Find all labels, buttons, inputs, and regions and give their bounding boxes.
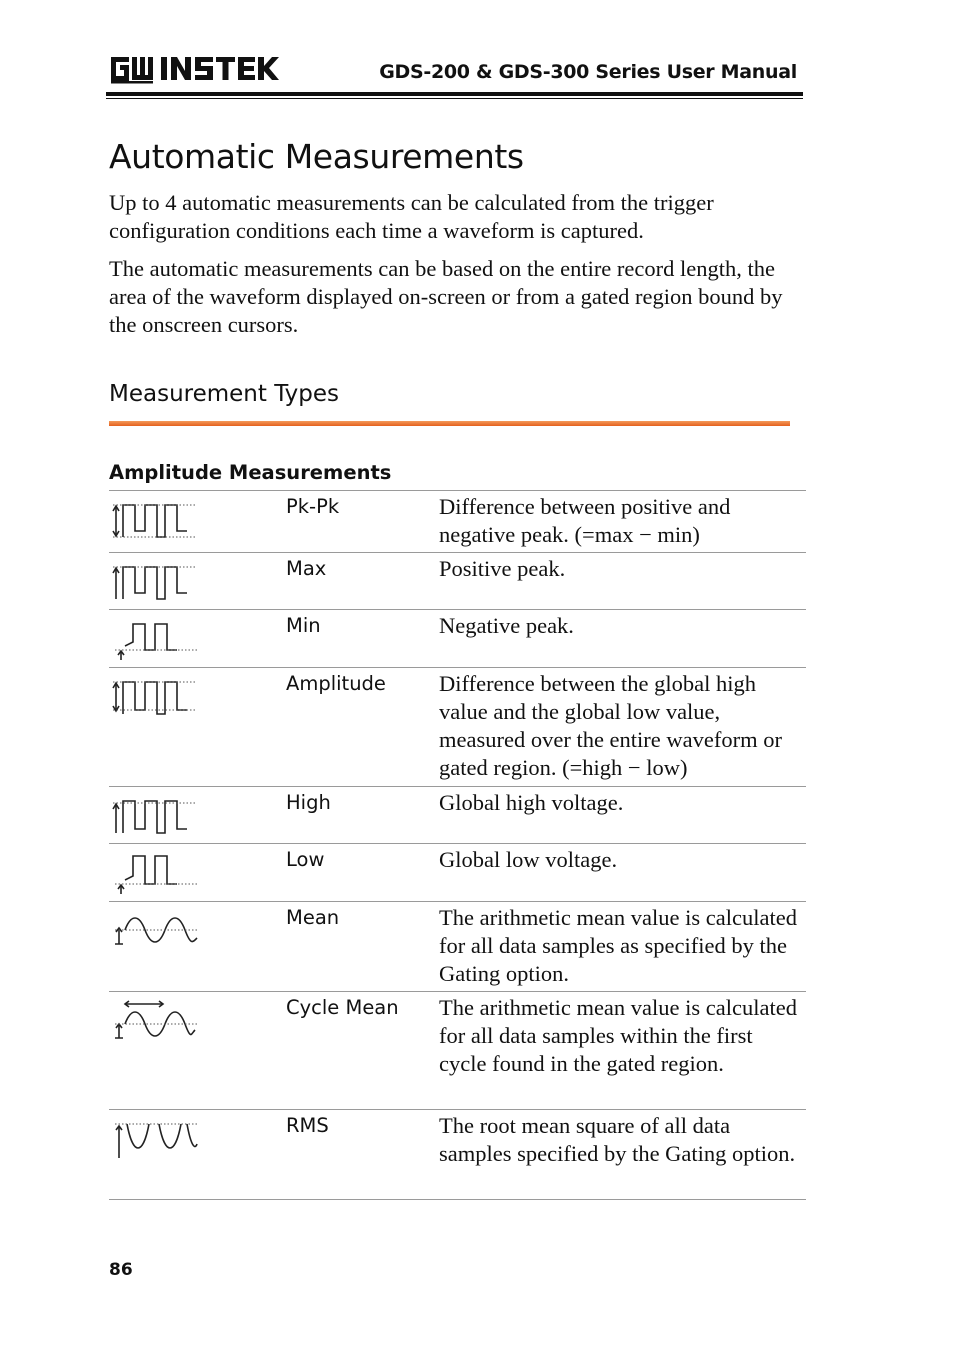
table-row [109, 491, 806, 553]
measurement-description: Difference between the global high value and the global low value, measured over the entire waveform or gated region. (=high − low) [439, 671, 782, 780]
amplitude-measurement-icon [111, 674, 199, 718]
intro-paragraph-2: The automatic measurements can be based on the entire record length, the area of the waveform displayed on-screen or from a gated region bound by the onscreen cursors. [109, 256, 783, 337]
table-row [109, 610, 806, 668]
high-measurement-icon [111, 793, 199, 837]
measurement-name: Max [286, 557, 327, 580]
measurement-description: The arithmetic mean value is calculated for all data samples as specified by the Gating option. [439, 905, 797, 986]
page-number: 86 [109, 1260, 133, 1280]
table-row [109, 992, 806, 1110]
measurement-description: Difference between positive and negative peak. (=max − min) [439, 494, 731, 547]
max-measurement-icon [111, 559, 199, 603]
cycle-mean-measurement-icon [111, 998, 199, 1042]
manual-title: GDS-200 & GDS-300 Series User Manual [379, 61, 797, 83]
subsection-title: Amplitude Measurements [109, 461, 392, 484]
rms-measurement-icon [111, 1116, 199, 1160]
page-title: Automatic Measurements [109, 137, 524, 176]
measurement-table [109, 490, 806, 1200]
measurement-name: Mean [286, 906, 340, 929]
section-rule [109, 421, 790, 426]
table-row [109, 844, 806, 902]
low-measurement-icon [111, 850, 199, 894]
measurement-description: Global high voltage. [439, 790, 624, 815]
header-rule [106, 92, 803, 96]
pk-pk-measurement-icon [111, 497, 199, 541]
table-row [109, 668, 806, 787]
min-measurement-icon [111, 616, 199, 660]
section-title: Measurement Types [109, 381, 340, 407]
mean-measurement-icon [111, 908, 199, 952]
measurement-name: Cycle Mean [286, 996, 399, 1019]
table-row [109, 553, 806, 610]
table-row [109, 1110, 806, 1200]
measurement-description: The arithmetic mean value is calculated for all data samples within the first cycle found in the gated region. [439, 995, 797, 1076]
intro-paragraph-1: Up to 4 automatic measurements can be calculated from the trigger configuration conditions each time a waveform is captured. [109, 190, 714, 243]
measurement-description: The root mean square of all data samples specified by the Gating option. [439, 1113, 796, 1166]
header-rule-thin [106, 98, 803, 99]
table-row [109, 787, 806, 844]
measurement-name: Pk-Pk [286, 495, 340, 518]
measurement-description: Global low voltage. [439, 847, 618, 872]
measurement-description: Positive peak. [439, 556, 566, 581]
measurement-name: Low [286, 848, 325, 871]
measurement-description: Negative peak. [439, 613, 574, 638]
table-row [109, 902, 806, 992]
measurement-name: RMS [286, 1114, 329, 1137]
gw-instek-logo [109, 53, 279, 85]
measurement-name: Amplitude [286, 672, 386, 695]
measurement-name: High [286, 791, 331, 814]
measurement-name: Min [286, 614, 321, 637]
